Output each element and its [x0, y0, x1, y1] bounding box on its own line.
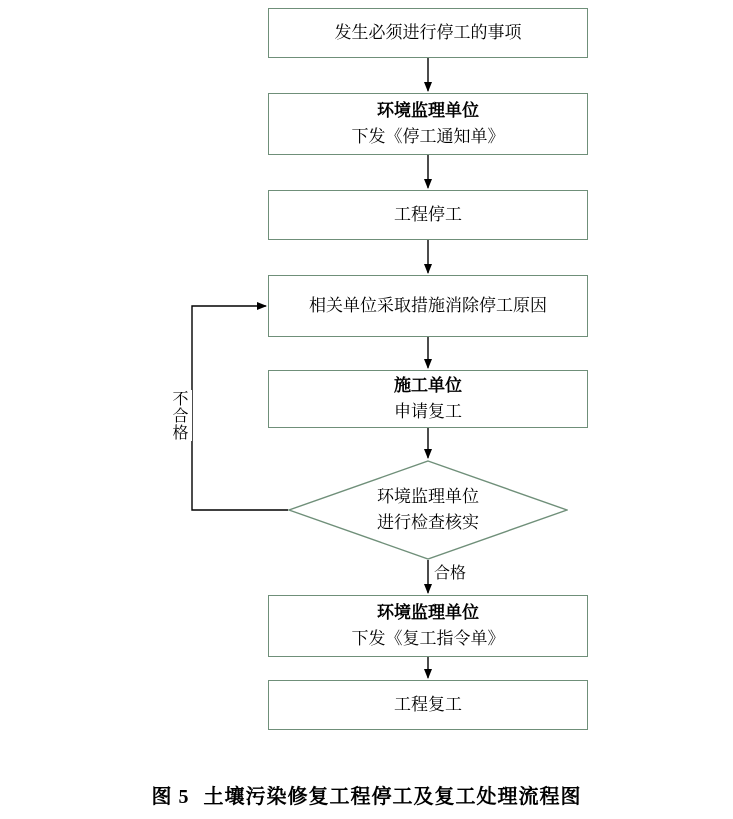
- edge-label-pass: 合格: [432, 560, 468, 583]
- flow-node-remedy-measures: [268, 275, 588, 337]
- flow-node-remedy-measures-line1: 相关单位采取措施消除停工原因: [309, 296, 547, 315]
- flow-node-supervisor-inspection-decision-line1: 环境监理单位: [377, 487, 479, 506]
- flow-node-supervisor-inspection-decision-text: [288, 460, 568, 560]
- flow-node-supervisor-resume-order: [268, 595, 588, 657]
- flow-node-work-stopped-line1: 工程停工: [394, 205, 462, 224]
- flow-node-incident: [268, 8, 588, 58]
- flow-node-supervisor-inspection-decision-line2: 进行检查核实: [377, 513, 479, 532]
- flow-node-supervisor-resume-order-line2: 下发《复工指令单》: [351, 629, 505, 648]
- edge-label-fail: 不合格: [165, 390, 192, 441]
- flow-node-supervisor-inspection-decision: [288, 460, 568, 560]
- flow-node-work-resumed: [268, 680, 588, 730]
- flow-node-contractor-apply-resume-line2: 申请复工: [394, 402, 462, 421]
- flow-node-work-stopped: [268, 190, 588, 240]
- figure-caption-number: 图 5: [151, 786, 190, 808]
- figure-caption: [0, 780, 733, 809]
- figure-caption-text: 土壤污染修复工程停工及复工处理流程图: [203, 786, 582, 808]
- flow-node-supervisor-stop-notice: [268, 93, 588, 155]
- flow-node-contractor-apply-resume-line1: 施工单位: [394, 376, 462, 395]
- flow-node-contractor-apply-resume: [268, 370, 588, 428]
- flow-node-supervisor-stop-notice-line2: 下发《停工通知单》: [351, 127, 505, 146]
- flow-node-incident-line1: 发生必须进行停工的事项: [334, 23, 522, 42]
- flow-node-supervisor-resume-order-line1: 环境监理单位: [377, 603, 479, 622]
- flow-node-work-resumed-line1: 工程复工: [394, 695, 462, 714]
- flow-node-supervisor-stop-notice-line1: 环境监理单位: [377, 101, 479, 120]
